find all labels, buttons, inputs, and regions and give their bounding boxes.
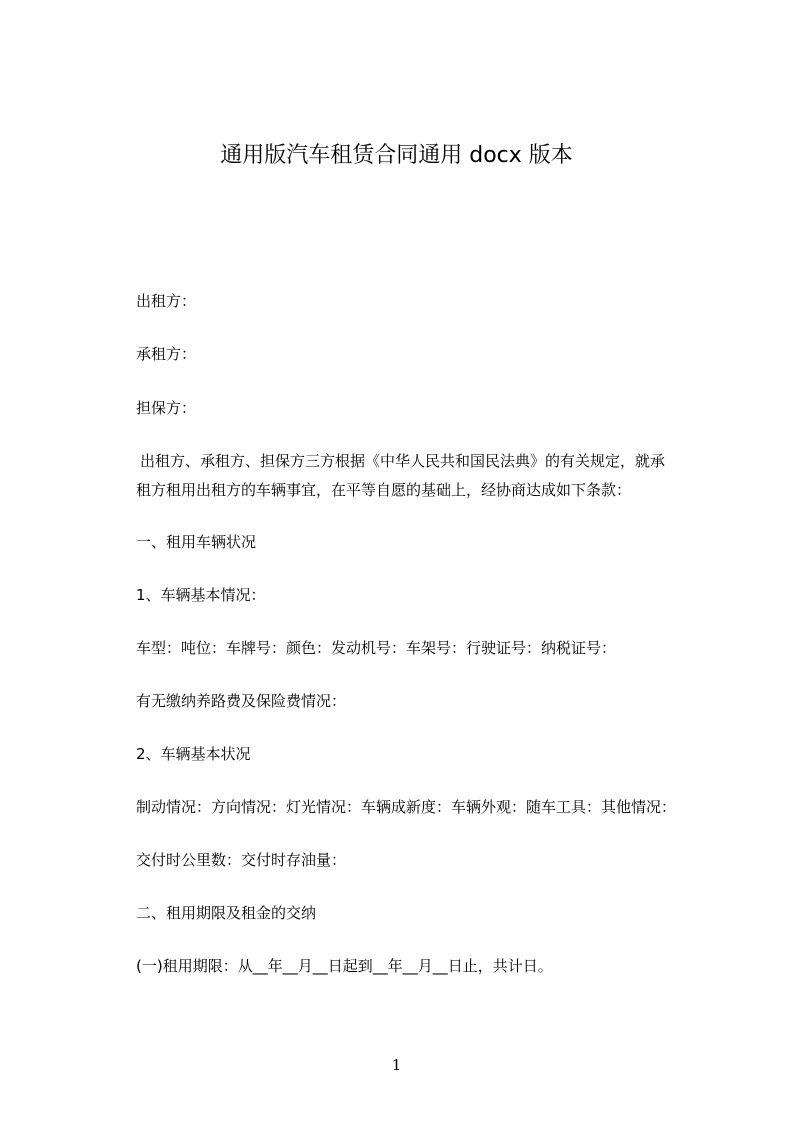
- guarantor-line: 担保方：: [136, 399, 197, 417]
- preamble-line-1: 出租方、承租方、担保方三方根据《中华人民共和国民法典》的有关规定，就承: [140, 452, 666, 470]
- lessor-line: 出租方：: [136, 292, 197, 310]
- lessee-line: 承租方：: [136, 345, 197, 363]
- section2-heading: 二、租用期限及租金的交纳: [136, 904, 317, 922]
- vehicle-info-fields: 车型：吨位：车牌号：颜色：发动机号：车架号：行驶证号：纳税证号：: [136, 639, 617, 657]
- vehicle-condition-heading: 2、车辆基本状况: [136, 745, 251, 763]
- rental-term-line: (一)租用期限：从__年__月__日起到__年__月__日止，共计日。: [136, 957, 553, 975]
- preamble-line-2: 租方租用出租方的车辆事宜，在平等自愿的基础上，经协商达成如下条款：: [136, 481, 632, 499]
- document-title: 通用版汽车租赁合同通用 docx 版本: [220, 143, 573, 168]
- vehicle-condition-fields: 制动情况：方向情况：灯光情况：车辆成新度：车辆外观：随车工具：其他情况：: [136, 798, 677, 816]
- section1-heading: 一、租用车辆状况: [136, 533, 257, 551]
- vehicle-basic-info-heading: 1、车辆基本情况：: [136, 586, 266, 604]
- delivery-status-line: 交付时公里数：交付时存油量：: [136, 851, 347, 869]
- page-number: 1: [391, 1056, 402, 1074]
- fees-status-line: 有无缴纳养路费及保险费情况：: [136, 692, 347, 710]
